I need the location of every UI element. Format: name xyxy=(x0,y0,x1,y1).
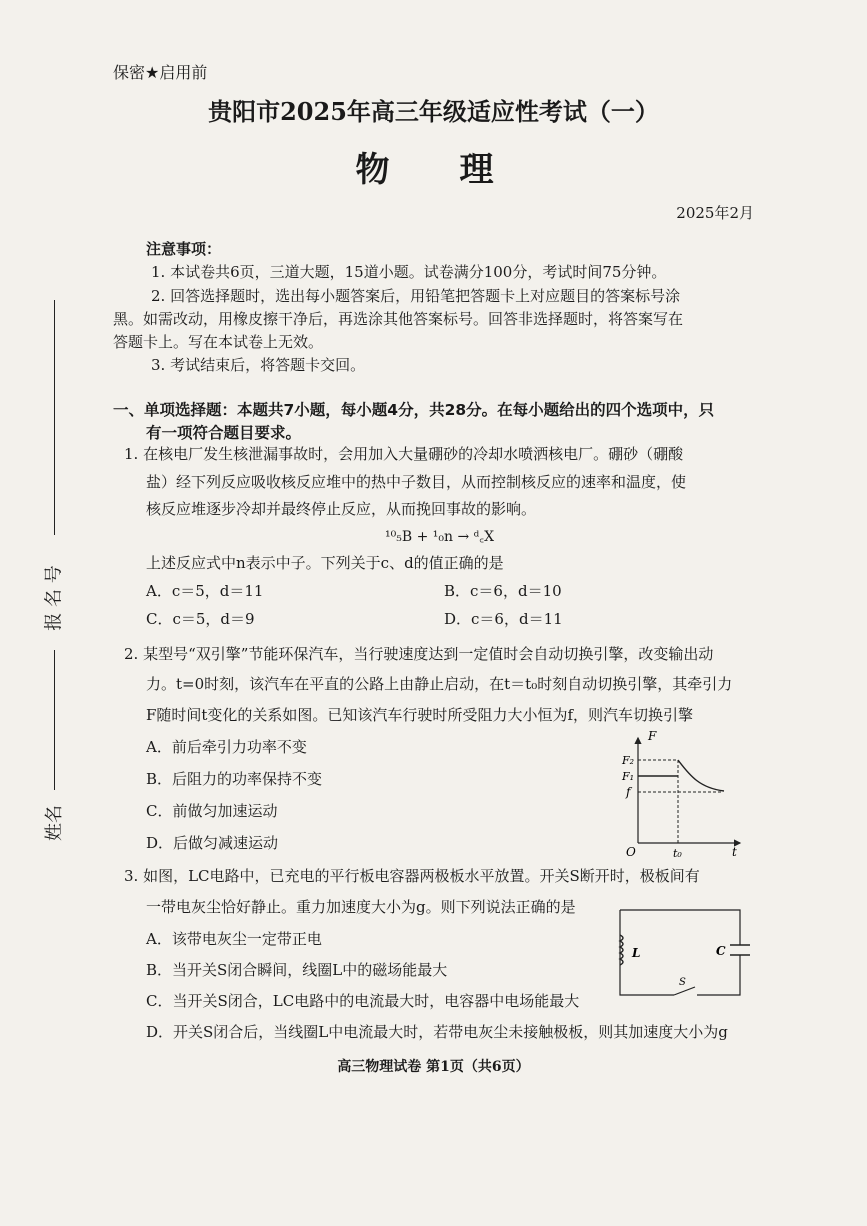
lc-circuit-diagram xyxy=(612,905,752,1000)
binding-line-top xyxy=(54,300,55,535)
section1-title-line2: 有一项符合题目要求。 xyxy=(146,424,302,442)
q2-option-d: D．后做匀减速运动 xyxy=(146,834,279,852)
graph-label-F1: F₁ xyxy=(622,770,635,783)
q3-line2: 一带电灰尘恰好静止。重力加速度大小为g。则下列说法正确的是 xyxy=(146,898,576,916)
q1-option-b: B．c＝6，d＝10 xyxy=(444,582,562,600)
graph-label-F: F xyxy=(648,729,657,743)
q1-option-a: A．c＝5，d＝11 xyxy=(146,582,264,600)
q2-line3: F随时间t变化的关系如图。已知该汽车行驶时所受阻力大小恒为f，则汽车切换引擎 xyxy=(146,706,693,724)
notice-item-2-line2: 黑。如需改动，用橡皮擦干净后，再选涂其他答案标号。回答非选择题时，将答案写在 xyxy=(113,310,684,328)
notice-item-3: 3. 考试结束后，将答题卡交回。 xyxy=(151,356,366,374)
q3-option-d: D．开关S闭合后，当线圈L中电流最大时，若带电灰尘未接触极板，则其加速度大小为g xyxy=(146,1023,728,1041)
q2-line1: 2. 某型号“双引擎”节能环保汽车，当行驶速度达到一定值时会自动切换引擎，改变输出动 xyxy=(124,645,714,663)
q1-option-d: D．c＝6，d＝11 xyxy=(444,610,563,628)
q3-option-c: C．当开关S闭合，LC电路中的电流最大时，电容器中电场能最大 xyxy=(146,992,580,1010)
subject-title: 物 理 xyxy=(355,150,512,190)
q3-line1: 3. 如图，LC电路中，已充电的平行板电容器两极板水平放置。开关S断开时，极板间有 xyxy=(124,867,700,885)
q1-option-c: C．c＝5，d＝9 xyxy=(146,610,255,628)
circuit-label-C: C xyxy=(716,944,726,958)
force-decay-curve xyxy=(678,760,724,791)
exam-date: 2025年2月 xyxy=(676,204,754,222)
q2-option-a: A．前后牵引力功率不变 xyxy=(146,738,307,756)
exam-title: 贵阳市2025年高三年级适应性考试（一） xyxy=(208,97,659,126)
page-footer: 高三物理试卷 第1页（共6页） xyxy=(337,1059,530,1075)
circuit-wire-right xyxy=(697,955,740,995)
switch-lever xyxy=(674,987,695,995)
name-label: 姓名 xyxy=(44,805,65,841)
q1-equation: ¹⁰₅B + ¹₀n → ᵈ꜀X xyxy=(385,529,495,545)
q2-option-b: B．后阻力的功率保持不变 xyxy=(146,770,323,788)
circuit-label-S: S xyxy=(679,977,686,988)
q1-line2: 盐）经下列反应吸收核反应堆中的热中子数目，从而控制核反应的速率和温度，使 xyxy=(146,473,687,491)
graph-label-f: f xyxy=(626,785,631,799)
circuit-wire-left xyxy=(620,910,674,995)
q2-line2: 力。t=0时刻，该汽车在平直的公路上由静止启动，在t＝t₀时刻自动切换引擎，其牵引力 xyxy=(146,675,733,693)
graph-label-t0: t₀ xyxy=(673,847,682,860)
q2-option-c: C．前做匀加速运动 xyxy=(146,802,278,820)
q1-line3: 核反应堆逐步冷却并最终停止反应，从而挽回事故的影响。 xyxy=(146,500,537,518)
confidential-label: 保密★启用前 xyxy=(113,63,208,82)
q1-line1: 1. 在核电厂发生核泄漏事故时，会用加入大量硼砂的冷却水喷洒核电厂。硼砂（硼酸 xyxy=(124,445,684,463)
notice-heading: 注意事项： xyxy=(146,240,222,258)
exam-number-label: 报 名 号 xyxy=(43,565,65,631)
notice-item-2-line3: 答题卡上。写在本试卷上无效。 xyxy=(113,333,324,351)
graph-label-F2: F₂ xyxy=(622,754,635,767)
q3-option-a: A．该带电灰尘一定带正电 xyxy=(146,930,322,948)
graph-label-O: O xyxy=(626,845,636,859)
notice-item-1: 1. 本试卷共6页，三道大题，15道小题。试卷满分100分，考试时间75分钟。 xyxy=(151,263,667,281)
force-time-graph xyxy=(612,728,747,863)
notice-item-2-line1: 2. 回答选择题时，选出每小题答案后，用铅笔把答题卡上对应题目的答案标号涂 xyxy=(151,287,681,305)
graph-label-t: t xyxy=(732,845,737,859)
circuit-wire-top xyxy=(620,910,740,945)
q1-line4: 上述反应式中n表示中子。下列关于c、d的值正确的是 xyxy=(146,554,504,572)
binding-line-middle xyxy=(54,650,55,790)
section1-title-line1: 一、单项选择题：本题共7小题，每小题4分，共28分。在每小题给出的四个选项中，只 xyxy=(113,401,715,419)
circuit-label-L: L xyxy=(632,946,641,960)
q3-option-b: B．当开关S闭合瞬间，线圈L中的磁场能最大 xyxy=(146,961,448,979)
